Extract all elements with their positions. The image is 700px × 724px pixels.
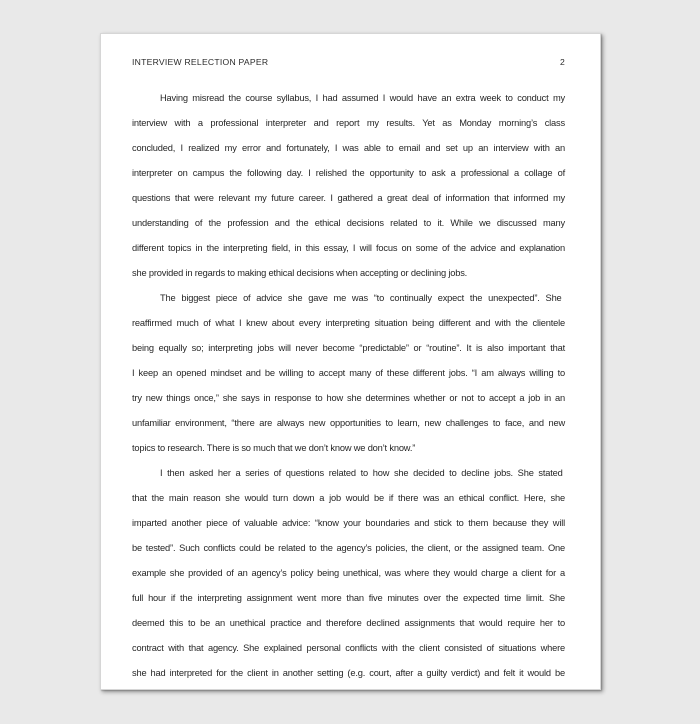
text-line: deemed this to be an unethical practice and therefore declined assignments that would require her to [132,618,565,628]
paragraph [132,461,565,686]
text-line: imparted another piece of valuable advice: “know your boundaries and stick to them because they will [132,518,565,528]
page-number: 2 [559,57,565,67]
text-line: interview with a professional interpreter and report my results. Yet as Monday morning’s class [132,118,565,128]
text-line: being equally so; interpreting jobs will never become “predictable” or “routine”. It is also important that [132,343,565,353]
text-line: questions that were relevant my future career. I gathered a great deal of information that informed my [132,193,565,203]
text-line: unfamiliar environment, “there are always new opportunities to learn, new challenges to face, and new [132,418,565,428]
text-line: full hour if the interpreting assignment went more than five minutes over the expected time limit. She [132,593,565,603]
page-content [101,34,600,686]
document-page [100,33,601,690]
text-line: be tested”. Such conflicts could be related to the agency’s policies, the client, or the assigned team. One [132,543,565,553]
text-line: example she provided of an agency’s policy being unethical, was where they would charge a client for a [132,568,565,578]
text-line: that the main reason she would turn down a job would be if there was an ethical conflict. Here, she [132,493,565,503]
text-line: try new things once,” she says in response to how she determines whether or not to accept a job in an [132,393,565,403]
running-head-title: INTERVIEW RELECTION PAPER [132,57,269,67]
text-line: topics to research. There is so much that we don’t know we don’t know.” [132,443,416,453]
text-line: she provided in regards to making ethical decisions when accepting or declining jobs. [132,268,468,278]
text-line: concluded, I realized my error and fortunately, I was able to email and set up an interview with an [132,143,565,153]
text-line: Having misread the course syllabus, I had assumed I would have an extra week to conduct my [160,93,565,103]
text-line: I then asked her a series of questions related to how she decided to decline jobs. She stated [160,468,563,478]
text-line: she had interpreted for the client in another setting (e.g. court, after a guilty verdict) and felt it would be [132,668,565,678]
text-line: reaffirmed much of what I knew about every interpreting situation being different and with the clientele [132,318,565,328]
text-line: contract with that agency. She explained personal conflicts with the client consisted of situations where [132,643,565,653]
text-line: understanding of the profession and the ethical decisions related to it. While we discussed many [132,218,565,228]
paragraph [132,286,565,461]
text-line: The biggest piece of advice she gave me was “to continually expect the unexpected”. She [160,293,562,303]
text-line: interpreter on campus the following day. I relished the opportunity to ask a professional a collage of [132,168,565,178]
page-body [132,86,565,686]
running-head [132,57,565,67]
paragraph [132,86,565,286]
text-line: different topics in the interpreting field, in this essay, I will focus on some of the advice and explanation [132,243,565,253]
text-line: I keep an opened mindset and be willing to accept many of these different jobs. “I am always willing to [132,368,565,378]
